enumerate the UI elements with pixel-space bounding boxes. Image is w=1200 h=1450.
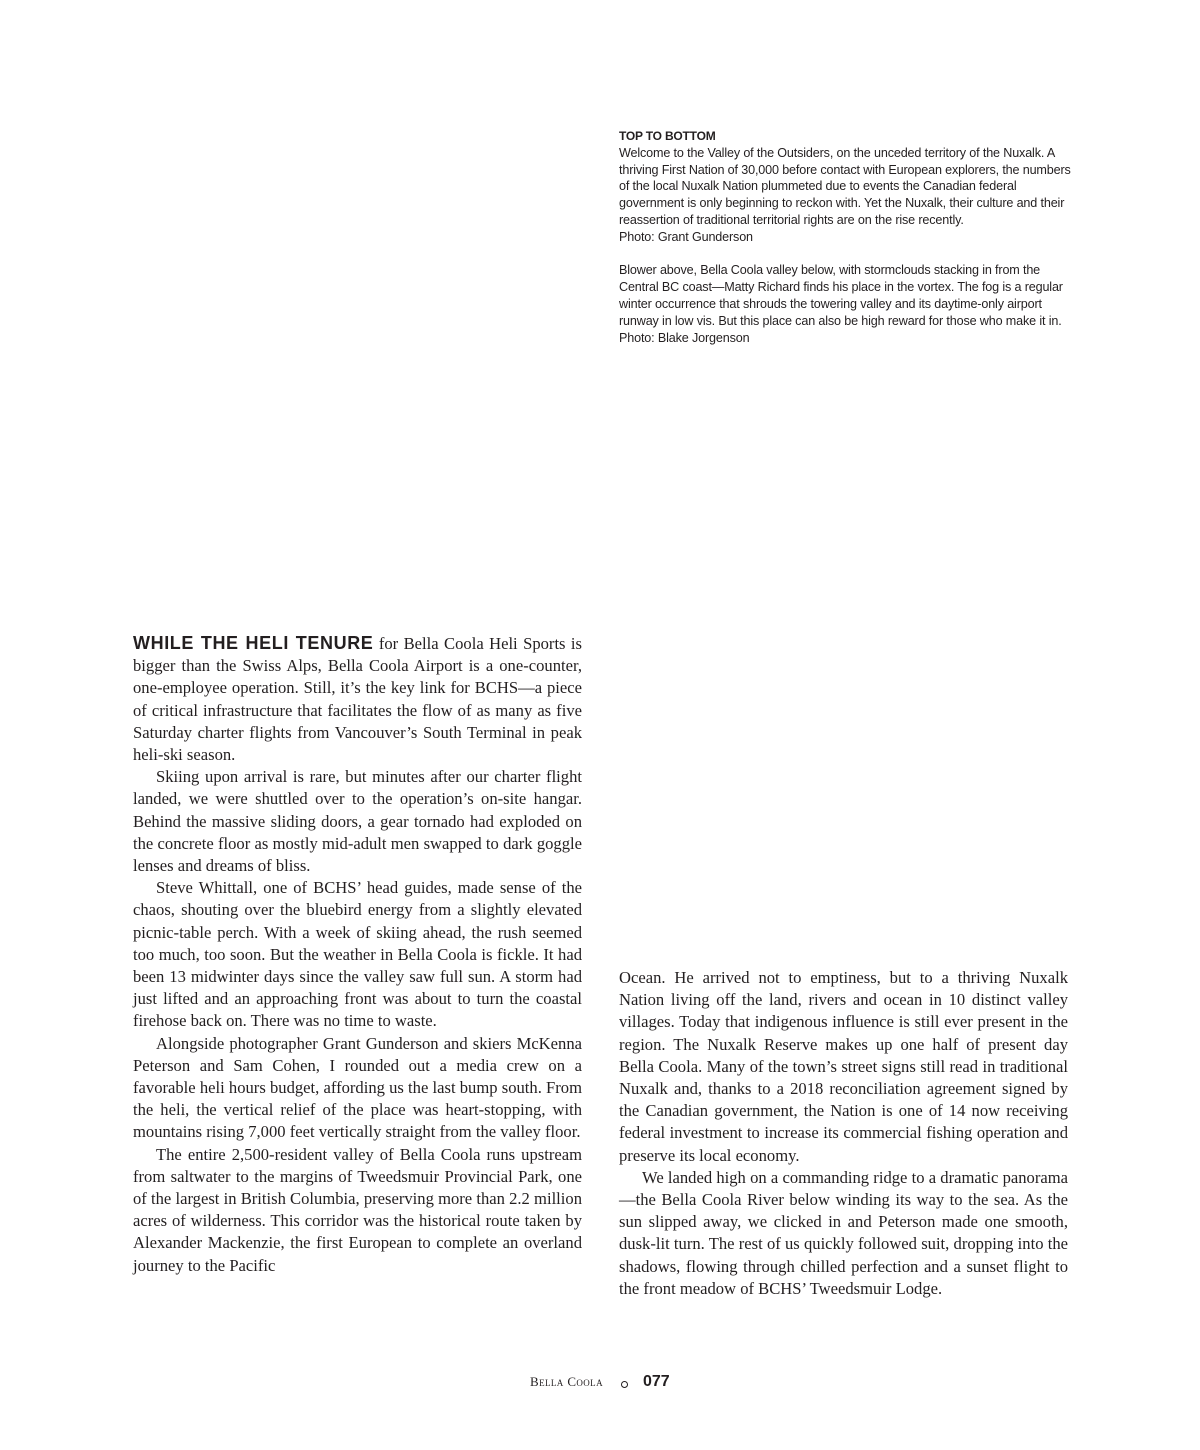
article-paragraph: Skiing upon arrival is rare, but minutes after our charter flight landed, we were shuttled over to the operation’s on-site hangar. Behind the massive sliding doors, a gear tornado had exploded on the concrete floor as mostly mid-adult men swapped to dark goggle lenses and dreams of bliss. [133,767,582,876]
article-paragraph: Alongside photographer Grant Gunderson and skiers McKenna Peterson and Sam Cohen, I rounded out a media crew on a favorable heli hours budget, affording us the last bump south. From the heli, the vertical relief of the place was heart-stopping, with mountains rising 7,000 feet vertically straight from the valley floor. [133,1033,582,1142]
photo-credit: Photo: Grant Gunderson [619,229,753,244]
article-paragraph: Ocean. He arrived not to emptiness, but to a thriving Nuxalk Nation living off the land, rivers and ocean in 10 distinct valley villages. Today that indigenous influence is still ever present in the region. The Nuxalk Reserve makes up one half of present day Bella Coola. Many of the town’s street signs still read in traditional Nuxalk and, thanks to a 2018 reconciliation agreement signed by the Canadian government, the Nation is one of 14 now receiving federal investment to increase its commercial fishing operation and preserve its local economy. [619,968,1068,1165]
article-paragraph: We landed high on a commanding ridge to a dramatic panorama—the Bella Coola River below winding its way to the sea. As the sun slipped away, we clicked in and Peterson made one smooth, dusk-lit turn. The rest of us quickly followed suit, dropping into the shadows, flowing through chilled perfection and a sunset flight to the front meadow of BCHS’ Tweedsmuir Lodge. [619,1167,1068,1298]
page-number: 077 [642,1373,670,1390]
photo-captions [619,128,1071,346]
paragraph-text: for Bella Coola Heli Sports is bigger than the Swiss Alps, Bella Coola Airport is a one-counter, one-employee operation. Still, it’s the key link for BCHS—a piece of critical infrastructure that facilitates the flow of as many as five Saturday charter flights from Vancouver’s South Terminal in peak heli-ski season. [133,634,582,765]
article-column-left [133,632,582,1277]
section-name: Bella Coola [530,1374,603,1389]
article-paragraph [133,632,582,766]
page-footer [530,1371,670,1393]
article-paragraph: The entire 2,500-resident valley of Bella Coola runs upstream from saltwater to the margins of Tweedsmuir Provincial Park, one of the largest in British Columbia, preserving more than 2.2 million acres of wilderness. This corridor was the historical route taken by Alexander Mackenzie, the first European to complete an overland journey to the Pacific [133,1144,582,1275]
caption-text: Blower above, Bella Coola valley below, with stormclouds stacking in from the Central BC coast—Matty Richard finds his place in the vortex. The fog is a regular winter occurrence that shrouds the towering valley and its daytime-only airport runway in low vis. But this place can also be high reward for those who make it in. [619,263,1063,328]
bullet-circle-icon [621,1381,628,1388]
caption-heading: TOP TO BOTTOM [619,129,716,143]
caption-text: Welcome to the Valley of the Outsiders, on the unceded territory of the Nuxalk. A thriving First Nation of 30,000 before contact with European explorers, the numbers of the local Nuxalk Nation plummeted due to events the Canadian federal government is only beginning to reckon with. Yet the Nuxalk, their culture and their reassertion of traditional territorial rights are on the rise recently. [619,145,1071,227]
photo-credit: Photo: Blake Jorgenson [619,330,750,345]
article-column-right [619,967,1068,1300]
lead-in: WHILE THE HELI TENURE [133,633,374,653]
article-paragraph: Steve Whittall, one of BCHS’ head guides, made sense of the chaos, shouting over the bluebird energy from a slightly elevated picnic-table perch. With a week of skiing ahead, the rush seemed too much, too soon. But the weather in Bella Coola is fickle. It had been 13 midwinter days since the valley saw full sun. A storm had just lifted and an approaching front was about to turn the coastal firehose back on. There was no time to waste. [133,878,582,1031]
